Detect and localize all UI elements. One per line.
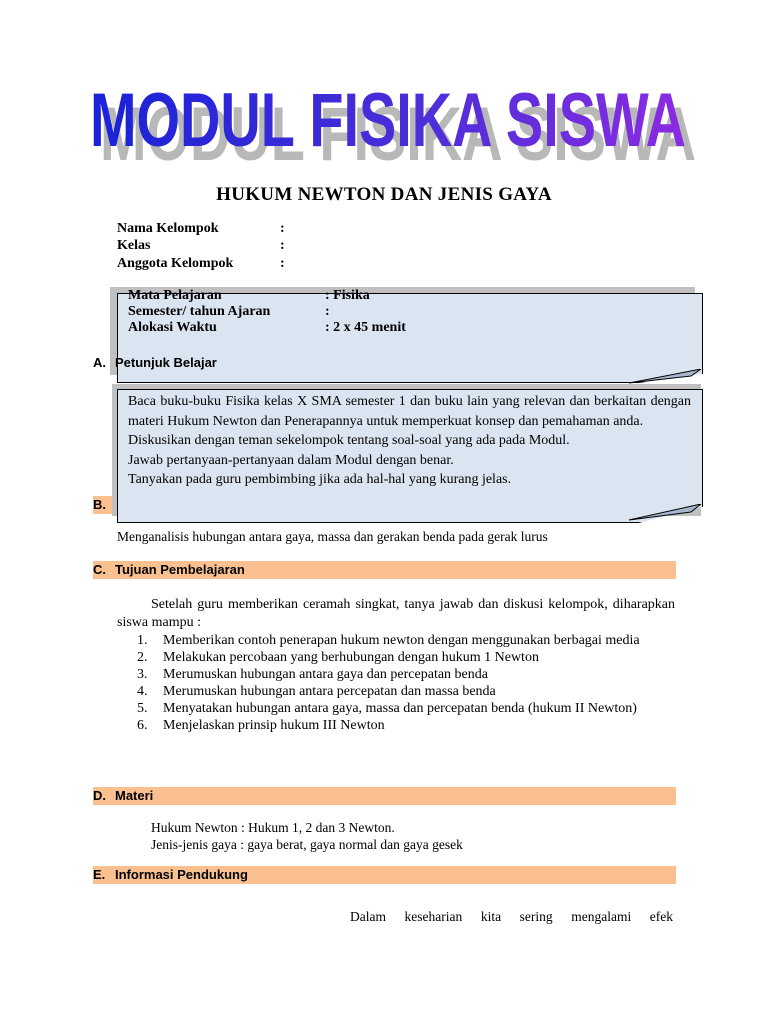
list-number: 4. — [137, 684, 148, 699]
list-item — [137, 649, 675, 666]
competency-text: Menganalisis hubungan antara gaya, massa dan gerakan benda pada gerak lurus — [117, 529, 548, 544]
section-title: Tujuan Pembelajaran — [115, 562, 245, 577]
section-letter: D. — [93, 788, 106, 803]
row-label: Alokasi Waktu — [128, 320, 217, 335]
wordart-shadow: MODUL FISIKA SISWA — [100, 92, 696, 170]
section-a-heading — [93, 354, 676, 372]
section-title: Informasi Pendukung — [115, 867, 248, 882]
section-letter: B. — [93, 497, 106, 512]
list-item — [137, 700, 675, 717]
section-letter: A. — [93, 355, 106, 370]
field-anggota-kelompok — [117, 255, 285, 272]
field-colon: : — [280, 221, 285, 236]
materi-line: Hukum Newton : Hukum 1, 2 dan 3 Newton. — [151, 820, 395, 835]
section-d-heading — [93, 787, 676, 805]
list-item — [137, 683, 675, 700]
field-label: Nama Kelompok — [117, 221, 219, 236]
list-text: Menjelaskan prinsip hukum III Newton — [163, 718, 385, 733]
list-text: Merumuskan hubungan antara gaya dan percepatan benda — [163, 667, 488, 682]
list-number: 6. — [137, 718, 148, 733]
objectives-intro: Setelah guru memberikan ceramah singkat, tanya jawab dan diskusi kelompok, diharapkan siswa mampu : — [117, 597, 675, 630]
field-nama-kelompok — [117, 220, 285, 237]
wordart-title — [60, 80, 708, 170]
list-number: 5. — [137, 701, 148, 716]
section-letter: C. — [93, 562, 106, 577]
materi-content — [151, 819, 671, 853]
row-value: : 2 x 45 menit — [325, 320, 406, 335]
field-colon: : — [280, 238, 285, 253]
instruction-para: Baca buku-buku Fisika kelas X SMA semester 1 dan buku lain yang relevan dan berkaitan dengan materi Hukum Newton dan Penerapannya untuk memperkuat konsep dan pemahaman anda. — [128, 394, 691, 429]
course-row-subject — [128, 288, 688, 304]
field-label: Anggota Kelompok — [117, 256, 234, 271]
section-e-heading — [93, 866, 676, 884]
list-item — [137, 632, 675, 649]
course-row-time — [128, 320, 688, 336]
materi-line: Jenis-jenis gaya : gaya berat, gaya normal dan gaya gesek — [151, 837, 463, 852]
row-value: : Fisika — [325, 288, 370, 303]
row-label: Semester/ tahun Ajaran — [128, 304, 271, 319]
list-item — [137, 717, 675, 734]
course-info-rows — [128, 288, 688, 336]
list-number: 2. — [137, 650, 148, 665]
instruction-line: Tanyakan pada guru pembimbing jika ada hal-hal yang kurang jelas. — [128, 472, 512, 487]
field-colon: : — [280, 256, 285, 271]
instruction-line: Jawab pertanyaan-pertanyaan dalam Modul dengan benar. — [128, 452, 454, 468]
list-text: Merumuskan hubungan antara percepatan dan massa benda — [163, 684, 496, 699]
list-number: 1. — [137, 633, 148, 648]
list-text: Melakukan percobaan yang berhubungan dengan hukum 1 Newton — [163, 650, 539, 665]
row-value: : — [325, 304, 330, 319]
section-title: Materi — [115, 788, 154, 803]
wordart-text: MODUL FISIKA SISWA — [90, 80, 686, 163]
section-title: Petunjuk Belajar — [115, 355, 217, 370]
supporting-text: Dalam keseharian kita sering mengalami efek — [350, 909, 673, 924]
list-text: Menyatakan hubungan antara gaya, massa dan percepatan benda (hukum II Newton) — [163, 701, 637, 716]
section-c-heading — [93, 561, 676, 579]
document-title: HUKUM NEWTON DAN JENIS GAYA — [216, 184, 552, 205]
list-item — [137, 666, 675, 683]
folded-corner-icon — [625, 504, 705, 522]
field-kelas — [117, 237, 285, 254]
instruction-line: Diskusikan dengan teman sekelompok tentang soal-soal yang ada pada Modul. — [128, 433, 570, 448]
section-letter: E. — [93, 867, 106, 882]
row-label: Mata Pelajaran — [128, 288, 222, 303]
course-row-semester — [128, 304, 688, 320]
list-text: Memberikan contoh penerapan hukum newton dengan menggunakan berbagai media — [163, 633, 640, 648]
objectives-list — [137, 632, 675, 734]
list-number: 3. — [137, 667, 148, 682]
field-label: Kelas — [117, 238, 151, 253]
instructions-text — [128, 392, 691, 490]
